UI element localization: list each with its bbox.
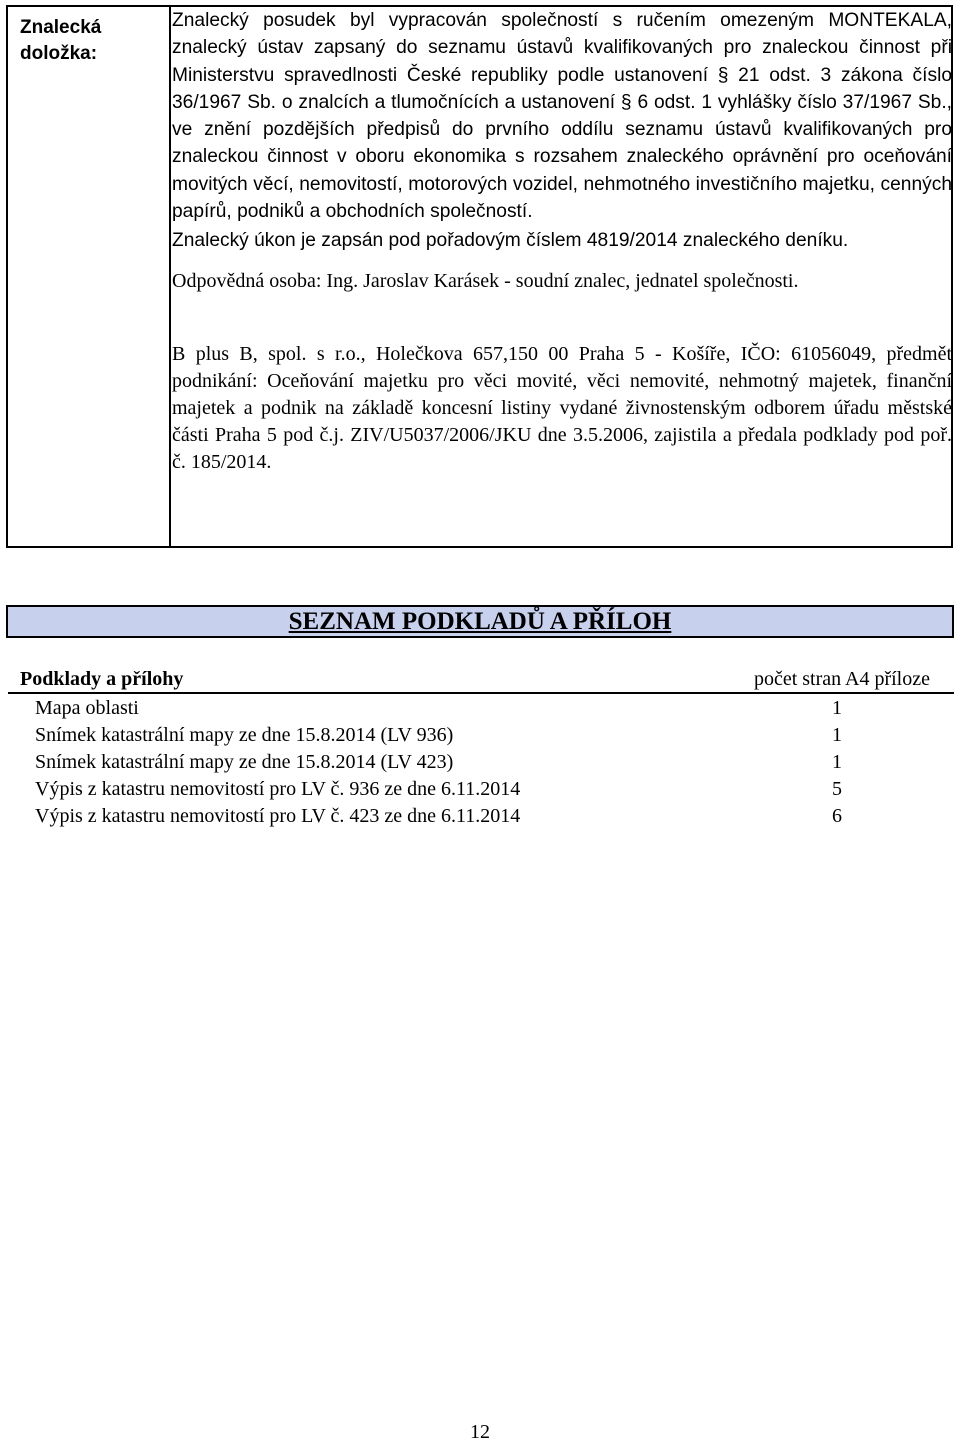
document-pages: 5	[832, 778, 842, 800]
documents-header-count: počet stran A4 příloze	[753, 668, 930, 690]
list-item	[35, 776, 915, 803]
section-title: SEZNAM PODKLADŮ A PŘÍLOH	[288, 608, 672, 635]
document-name: Mapa oblasti	[35, 697, 139, 719]
clause-paragraph-responsible: Odpovědná osoba: Ing. Jaroslav Karásek - soudní znalec, jednatel společnosti.	[172, 269, 799, 292]
list-item	[35, 803, 915, 830]
list-item	[35, 695, 915, 722]
documents-header	[8, 664, 954, 694]
documents-header-name: Podklady a přílohy	[20, 668, 184, 690]
list-item	[35, 722, 915, 749]
clause-label: Znalecká doložka:	[20, 17, 102, 64]
section-heading	[6, 605, 954, 638]
clause-paragraph-company: B plus B, spol. s r.o., Holečkova 657,150 00 Praha 5 - Košíře, IČO: 61056049, předmět podnikání: Oceňování majetku pro věci movité, věci nemovité, nehmotný majetek, finanční majetek a podnik na základě koncesní listiny vydané živnostenským odborem úřadu městské části Praha 5 pod č.j. ZIV/U5037/2006/JKU dne 3.5.2006, zajistila a předala podklady pod poř. č. 185/2014.	[172, 342, 952, 473]
clause-divider	[169, 7, 171, 546]
page-number: 12	[470, 1421, 490, 1443]
document-pages: 1	[832, 697, 842, 719]
documents-list	[35, 695, 915, 830]
document-name: Snímek katastrální mapy ze dne 15.8.2014 (LV 936)	[35, 724, 454, 746]
document-name: Výpis z katastru nemovitostí pro LV č. 423 ze dne 6.11.2014	[35, 805, 521, 827]
document-pages: 1	[832, 724, 842, 746]
document-name: Výpis z katastru nemovitostí pro LV č. 936 ze dne 6.11.2014	[35, 778, 521, 800]
expert-clause-box	[6, 5, 953, 548]
clause-paragraph-record: Znalecký úkon je zapsán pod pořadovým číslem 4819/2014 znaleckého deníku.	[172, 230, 849, 252]
clause-paragraph-institute: Znalecký posudek byl vypracován společností s ručením omezeným MONTEKALA, znalecký ústav zapsaný do seznamu ústavů kvalifikovaných pro znaleckou činnost při Ministerstvu spravedlnosti České republiky podle ustanovení § 21 odst. 3 zákona číslo 36/1967 Sb. o znalcích a tlumočnících a ustanovení § 6 odst. 1 vyhlášky číslo 37/1967 Sb., ve znění pozdějších předpisů do prvního oddílu seznamu ústavů kvalifikovaných pro znaleckou činnost v oboru ekonomika s rozsahem znaleckého oprávnění pro oceňování movitých věcí, nemovitostí, motorových vozidel, nehmotného investičního majetku, cenných papírů, podniků a obchodních společností.	[172, 10, 952, 223]
document-pages: 6	[832, 805, 842, 827]
clause-body	[172, 7, 952, 476]
list-item	[35, 749, 915, 776]
document-name: Snímek katastrální mapy ze dne 15.8.2014 (LV 423)	[35, 751, 454, 773]
document-pages: 1	[832, 751, 842, 773]
